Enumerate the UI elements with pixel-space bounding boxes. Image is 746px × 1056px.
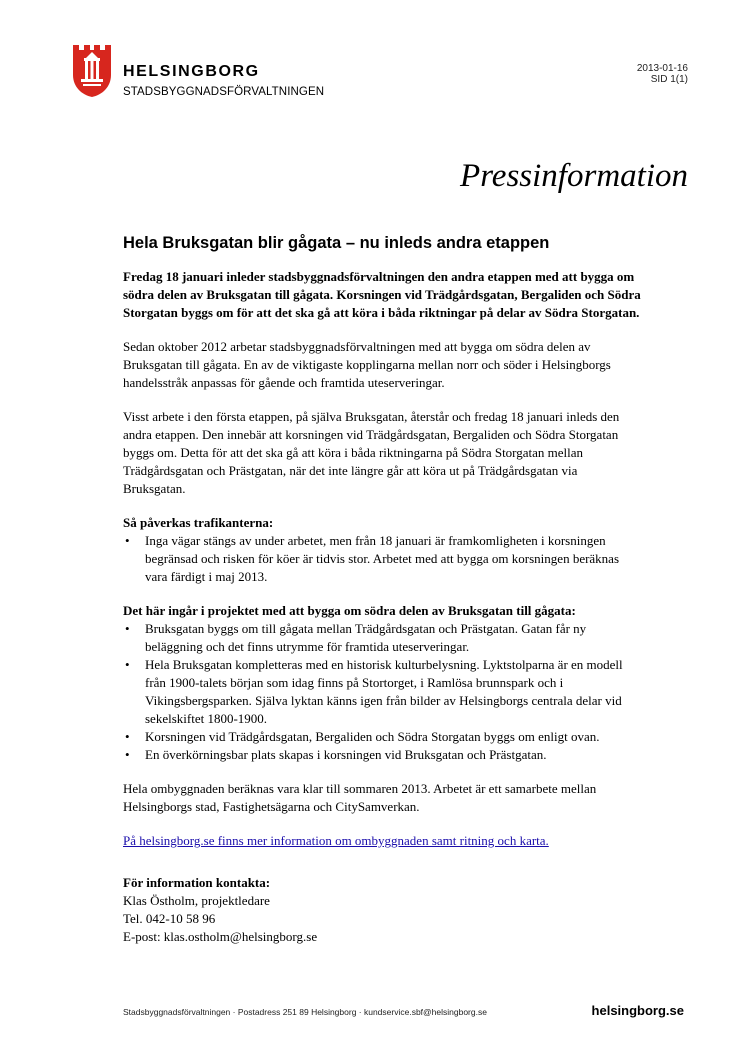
contact-name: Klas Östholm, projektledare [123,893,270,908]
lead-paragraph: Fredag 18 januari inleder stadsbyggnadsförvaltningen den andra etappen med att bygga om södra delen av Bruksgatan till gågata. Korsningen vid Trädgårdsgatan, Bergaliden och Södra Storgatan byggs om för att det ska gå att köra i båda riktningar på delar av Södra Storgatan. [123,269,641,320]
page-number: SID 1(1) [650,74,688,85]
footer-address: Stadsbyggnadsförvaltningen · Postadress 251 89 Helsingborg · kundservice.sbf@helsingborg.se [123,1007,487,1017]
project-heading: Det här ingår i projektet med att bygga om södra delen av Bruksgatan till gågata: [123,603,576,618]
list-item: • Hela Bruksgatan kompletteras med en historisk kulturbelysning. Lyktstolparna är en modell från 1900-talets början som idag finns på Stortorget, i Ramlösa brunnspark och i Vikingsbergsparken. Själva lyktan känns igen från bilder av Helsingborgs centrala delar vid sekelskiftet 1800-1900. [123,656,643,728]
body-paragraph: Sedan oktober 2012 arbetar stadsbyggnadsförvaltningen med att bygga om södra delen av Bruksgatan till gågata. En av de viktigaste kopplingarna mellan norr och söder i Helsingborgs handelsstråk anpassas för gående och framtida uteserveringar. [123,339,611,390]
org-name: HELSINGBORG [123,63,260,80]
closing-paragraph: Hela ombyggnaden beräknas vara klar till sommaren 2013. Arbetet är ett samarbete mellan Helsingborgs stad, Fastighetsägarna och CitySamverkan. [123,781,597,814]
contact-block [123,874,643,946]
list-item: • En överkörningsbar plats skapas i korsningen vid Bruksgatan och Prästgatan. [123,746,643,764]
department-name: STADSBYGGNADSFÖRVALTNINGEN [123,86,325,98]
contact-phone: Tel. 042-10 58 96 [123,911,216,926]
helsingborg-crest-logo [72,44,112,98]
contact-email: E-post: klas.ostholm@helsingborg.se [123,929,318,944]
more-info-link[interactable]: På helsingborg.se finns mer information om ombyggnaden samt ritning och karta. [123,833,549,848]
project-list [123,620,643,764]
list-item: • Inga vägar stängs av under arbetet, men från 18 januari är framkomligheten i korsningen begränsad och risken för köer är tidvis stor. Arbetet med att bygga om korsningen beräknas vara färdigt i maj 2013. [123,532,643,586]
list-item: • Bruksgatan byggs om till gågata mellan Trädgårdsgatan och Prästgatan. Gatan får ny beläggning och det finns utrymme för framtida uteserveringar. [123,620,643,656]
traffic-heading: Så påverkas trafikanterna: [123,515,274,530]
document-type: Pressinformation [460,158,688,194]
press-release-body [123,232,643,946]
traffic-list [123,532,643,586]
list-item: • Korsningen vid Trädgårdsgatan, Bergaliden och Södra Storgatan byggs om enligt ovan. [123,728,643,746]
document-date: 2013-01-16 [636,63,688,74]
footer-website: helsingborg.se [591,1003,684,1018]
body-paragraph: Visst arbete i den första etappen, på själva Bruksgatan, återstår och fredag 18 januari inleds den andra etappen. Den innebär att korsningen vid Trädgårdsgatan, Bergaliden och Södra Storgatan byggs om. Detta för att det ska gå att köra i båda riktningarna på Södra Storgatan mellan Trädgårdsgatan och Prästgatan, när det inte längre går att köra ut på Trädgårdsgatan via Bruksgatan. [123,409,620,496]
contact-heading: För information kontakta: [123,875,271,890]
page-title: Hela Bruksgatan blir gågata – nu inleds andra etappen [123,234,550,252]
document-meta [637,63,688,85]
